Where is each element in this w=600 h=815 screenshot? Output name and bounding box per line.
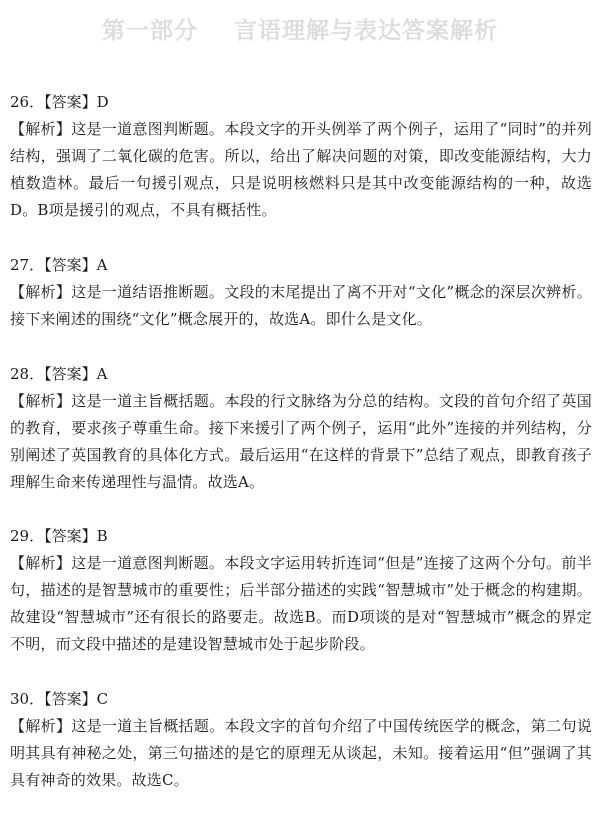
answer-line: 27．【答案】A	[10, 256, 108, 274]
analysis-text: 【解析】这是一道结语推断题。文段的末尾提出了离不开对“文化”概念的深层次辨析。接下来阐述的围绕“文化”概念展开的，故选A。即什么是文化。	[10, 283, 592, 328]
analysis-text: 【解析】这是一道意图判断题。本段文字的开头例举了两个例子，运用了“同时”的并列结构，强调了二氧化碳的危害。所以，给出了解决问题的对策，即改变能源结构，大力植数造林。最后一句援引观点，只是说明核燃料只是其中改变能源结构的一种，故选D。B项是援引的观点，不具有概括性。	[10, 120, 592, 219]
analysis-text: 【解析】这是一道意图判断题。本段文字运用转折连词“但是”连接了这两个分句。前半句，描述的是智慧城市的重要性；后半部分描述的实践“智慧城市”处于概念的构建期。故建设“智慧城市”还有很长的路要走。故选B。而D项谈的是对“智慧城市”概念的界定不明，而文段中描述的是建设智慧城市处于起步阶段。	[10, 554, 592, 653]
analysis-text: 【解析】这是一道主旨概括题。本段文字的首句介绍了中国传统医学的概念，第二句说明其具有神秘之处，第三句描述的是它的原理无从谈起，未知。接着运用“但”强调了其具有神奇的效果。故选C。	[10, 717, 592, 789]
question-27	[10, 252, 592, 333]
question-26	[10, 89, 592, 224]
question-29	[10, 523, 592, 658]
analysis-text: 【解析】这是一道主旨概括题。本段的行文脉络为分总的结构。文段的首句介绍了英国的教育，要求孩子尊重生命。接下来援引了两个例子，运用“此外”连接的并列结构，分别阐述了英国教育的具体化方式。最后运用“在这样的背景下”总结了观点，即教育孩子理解生命来传递理性与温情。故选A。	[10, 392, 592, 491]
answer-line: 29．【答案】B	[10, 527, 108, 545]
answer-line: 26．【答案】D	[10, 93, 109, 111]
page-header: 第一部分 言语理解与表达答案解析	[101, 17, 499, 44]
answer-line: 28．【答案】A	[10, 365, 108, 383]
answer-line: 30．【答案】C	[10, 690, 109, 708]
question-28	[10, 361, 592, 496]
question-30	[10, 686, 592, 794]
